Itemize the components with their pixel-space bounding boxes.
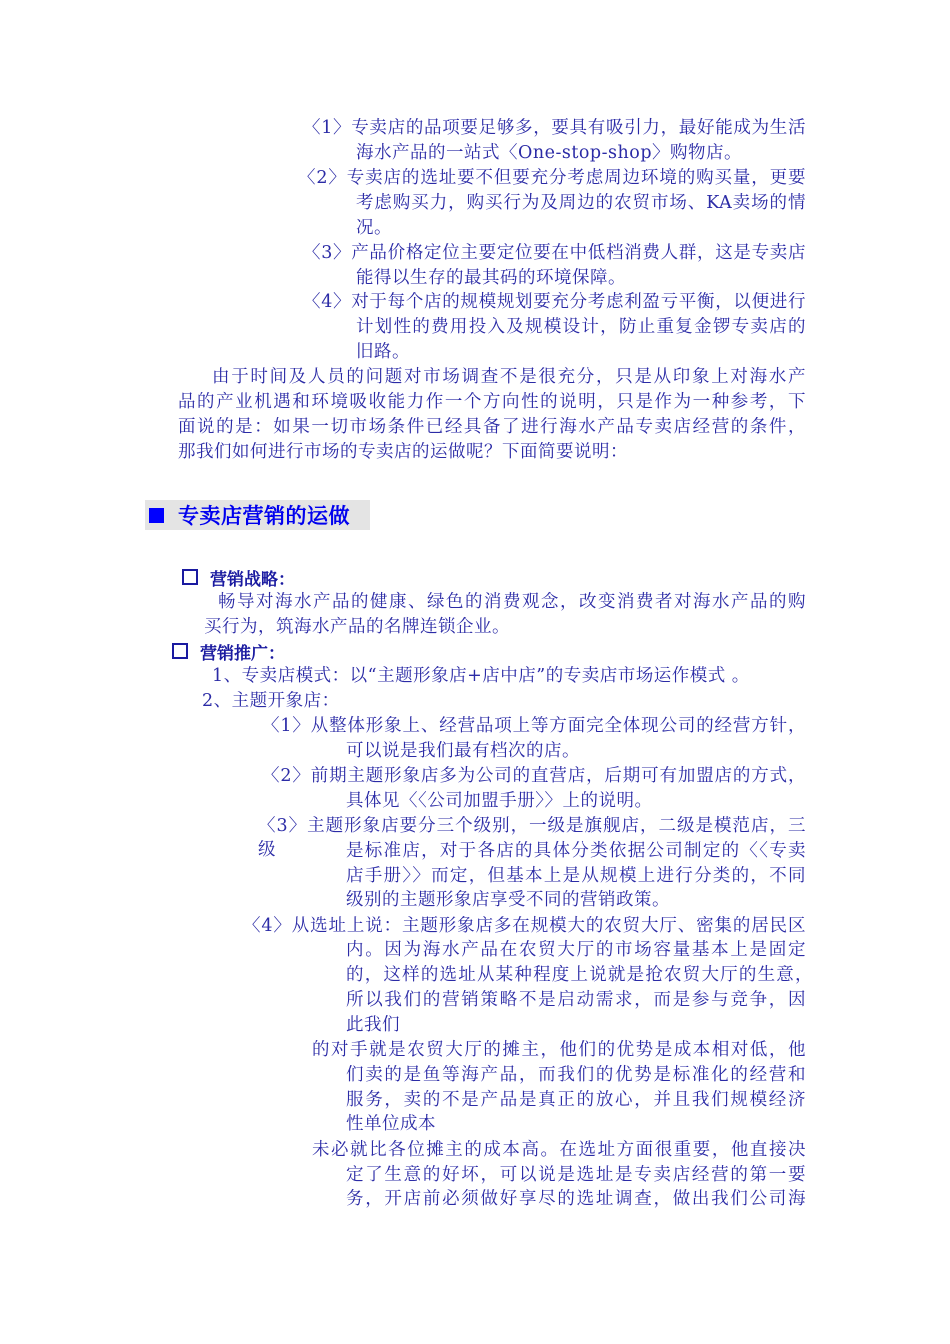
subheading-text: 营销战略：	[210, 569, 295, 590]
paragraph-line: 未必就比各位摊主的成本高。在选址方面很重要，他直接决	[312, 1140, 806, 1160]
paragraph-line: 品的产业机遇和环境吸收能力作一个方向性的说明，只是作为一种参考，下	[178, 392, 806, 412]
subheading-strategy	[182, 565, 295, 589]
paragraph-line: 面说的是：如果一切市场条件已经具备了进行海水产品专卖店经营的条件，	[178, 417, 806, 437]
paragraph-line: 们卖的是鱼等海产品，而我们的优势是标准化的经营和	[346, 1065, 806, 1085]
paragraph-line: 店手册〉〉而定，但基本上是从规模上进行分类的，不同	[346, 866, 806, 886]
subheading-promotion	[172, 639, 285, 663]
paragraph-line: 内。因为海水产品在农贸大厅的市场容量基本上是固定	[346, 940, 806, 960]
paragraph-line: 〈2〉专卖店的选址要不但要充分考虑周边环境的购买量，更要	[298, 168, 806, 188]
paragraph-line: 可以说是我们最有档次的店。	[346, 741, 580, 761]
paragraph-line: 的，这样的选址从某种程度上说就是抢农贸大厅的生意，	[346, 965, 813, 985]
paragraph-line: 是标准店，对于各店的具体分类依据公司制定的〈〈专卖	[346, 841, 806, 861]
paragraph-line: 〈1〉专卖店的品项要足够多，要具有吸引力，最好能成为生活	[303, 118, 806, 138]
paragraph-line: 由于时间及人员的问题对市场调查不是很充分，只是从印象上对海水产	[212, 367, 806, 387]
paragraph-line: 能得以生存的最其码的环境保障。	[356, 268, 626, 288]
paragraph-line: 级别的主题形象店享受不同的营销政策。	[346, 890, 670, 910]
paragraph-line: 〈4〉对于每个店的规模规划要充分考虑利盈亏平衡，以便进行	[303, 292, 806, 312]
paragraph-line: 服务，卖的不是产品是真正的放心，并且我们规模经济	[346, 1090, 806, 1110]
paragraph-line: 所以我们的营销策略不是启动需求，而是参与竞争，因	[346, 990, 806, 1010]
paragraph-line: 务，开店前必须做好享尽的选址调查，做出我们公司海	[346, 1189, 806, 1209]
paragraph-line: 〈2〉前期主题形象店多为公司的直营店，后期可有加盟店的方式，	[262, 766, 806, 786]
filled-square-bullet-icon	[149, 508, 164, 523]
paragraph-line: 〈4〉从选址上说：主题形象店多在规模大的农贸大厅、密集的居民区	[243, 916, 806, 936]
paragraph-line: 具体见〈〈公司加盟手册〉〉上的说明。	[346, 791, 653, 811]
subheading-text: 营销推广：	[200, 643, 285, 664]
paragraph-line: 买行为，筑海水产品的名牌连锁企业。	[204, 617, 510, 637]
paragraph-line: 性单位成本	[346, 1114, 436, 1134]
paragraph-line: 考虑购买力，购买行为及周边的农贸市场、KA卖场的情	[356, 193, 806, 213]
section-heading	[145, 500, 370, 530]
paragraph-line: 的对手就是农贸大厅的摊主，他们的优势是成本相对低，他	[312, 1040, 806, 1060]
paragraph-line: 此我们	[346, 1015, 400, 1035]
paragraph-line: 况。	[356, 218, 392, 238]
paragraph-line: 旧路。	[356, 342, 410, 362]
paragraph-line: 定了生意的好坏，可以说是选址是专卖店经营的第一要	[346, 1165, 806, 1185]
paragraph-line: 〈3〉产品价格定位主要定位要在中低档消费人群，这是专卖店	[303, 243, 806, 263]
section-heading-text: 专卖店营销的运做	[178, 504, 350, 528]
paragraph-line: 海水产品的一站式〈One-stop-shop〉购物店。	[356, 143, 743, 163]
paragraph-line: 计划性的费用投入及规模设计，防止重复金锣专卖店的	[356, 317, 806, 337]
paragraph-line: 〈3〉主题形象店要分三个级别，一级是旗舰店，二级是模范店，三级	[258, 816, 806, 860]
paragraph-line: 那我们如何进行市场的专卖店的运做呢？下面简要说明：	[178, 442, 628, 462]
checkbox-bullet-icon	[182, 569, 198, 585]
paragraph-line: 2、主题开象店：	[202, 691, 340, 711]
paragraph-line: 畅导对海水产品的健康、绿色的消费观念，改变消费者对海水产品的购	[218, 592, 806, 612]
paragraph-line: 1、专卖店模式：以“主题形象店+店中店”的专卖店市场运作模式 。	[212, 666, 750, 686]
checkbox-bullet-icon	[172, 643, 188, 659]
paragraph-line: 〈1〉从整体形象上、经营品项上等方面完全体现公司的经营方针，	[262, 716, 806, 736]
